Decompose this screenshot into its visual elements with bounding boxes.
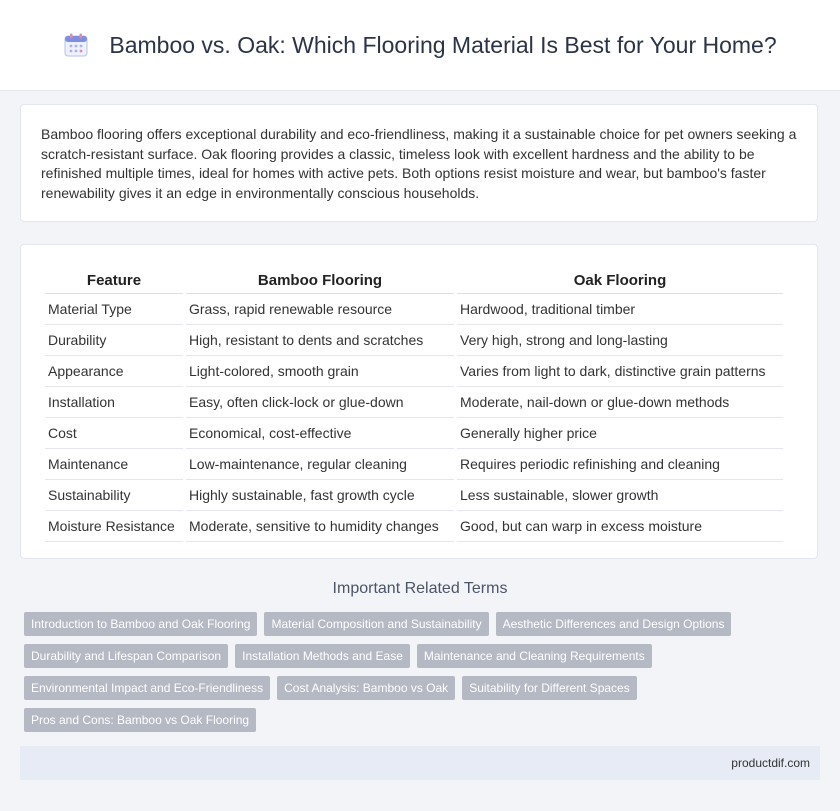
- table-cell: Material Type: [45, 294, 183, 325]
- table-row: [45, 387, 783, 418]
- table-row: [45, 294, 783, 325]
- table-cell: Economical, cost-effective: [186, 418, 454, 449]
- table-cell: High, resistant to dents and scratches: [186, 325, 454, 356]
- intro-card: [20, 104, 818, 222]
- table-cell: Light-colored, smooth grain: [186, 356, 454, 387]
- column-header-feature: Feature: [45, 265, 183, 294]
- table-cell: Installation: [45, 387, 183, 418]
- intro-text: Bamboo flooring offers exceptional durability and eco-friendliness, making it a sustainable choice for pet owners seeking a scratch-resistant surface. Oak flooring provides a classic, timeless look with excellent hardness and the ability to be refinished multiple times, ideal for homes with active pets. Both options resist moisture and wear, but bamboo's faster renewability gives it an edge in environmentally conscious households.: [41, 126, 797, 201]
- column-header-bamboo: Bamboo Flooring: [186, 265, 454, 294]
- related-terms-tags: [24, 612, 784, 732]
- table-cell: Maintenance: [45, 449, 183, 480]
- table-cell: Low-maintenance, regular cleaning: [186, 449, 454, 480]
- table-cell: Less sustainable, slower growth: [457, 480, 783, 511]
- table-row: [45, 325, 783, 356]
- related-term-tag[interactable]: Environmental Impact and Eco-Friendliness: [24, 676, 270, 700]
- page-title: Bamboo vs. Oak: Which Flooring Material Is Best for Your Home?: [109, 31, 777, 58]
- table-cell: Moderate, sensitive to humidity changes: [186, 511, 454, 542]
- page-footer: [20, 746, 820, 780]
- related-terms-title: Important Related Terms: [332, 580, 508, 597]
- related-term-tag[interactable]: Durability and Lifespan Comparison: [24, 644, 228, 668]
- page-header: [0, 0, 840, 91]
- table-row: [45, 418, 783, 449]
- table-cell: Moderate, nail-down or glue-down methods: [457, 387, 783, 418]
- table-row: [45, 356, 783, 387]
- table-cell: Easy, often click-lock or glue-down: [186, 387, 454, 418]
- comparison-table: [42, 265, 786, 542]
- footer-site-link[interactable]: productdif.com: [731, 756, 810, 770]
- calendar-icon: [63, 32, 89, 58]
- related-term-tag[interactable]: Aesthetic Differences and Design Options: [496, 612, 732, 636]
- table-row: [45, 480, 783, 511]
- related-term-tag[interactable]: Introduction to Bamboo and Oak Flooring: [24, 612, 257, 636]
- table-header-row: [45, 265, 783, 294]
- table-cell: Generally higher price: [457, 418, 783, 449]
- table-cell: Moisture Resistance: [45, 511, 183, 542]
- table-cell: Good, but can warp in excess moisture: [457, 511, 783, 542]
- table-cell: Durability: [45, 325, 183, 356]
- related-term-tag[interactable]: Suitability for Different Spaces: [462, 676, 637, 700]
- table-cell: Sustainability: [45, 480, 183, 511]
- table-row: [45, 511, 783, 542]
- related-term-tag[interactable]: Pros and Cons: Bamboo vs Oak Flooring: [24, 708, 256, 732]
- table-row: [45, 449, 783, 480]
- table-cell: Varies from light to dark, distinctive grain patterns: [457, 356, 783, 387]
- related-term-tag[interactable]: Material Composition and Sustainability: [264, 612, 488, 636]
- related-term-tag[interactable]: Installation Methods and Ease: [235, 644, 410, 668]
- table-cell: Cost: [45, 418, 183, 449]
- table-cell: Hardwood, traditional timber: [457, 294, 783, 325]
- column-header-oak: Oak Flooring: [457, 265, 783, 294]
- table-cell: Grass, rapid renewable resource: [186, 294, 454, 325]
- related-term-tag[interactable]: Maintenance and Cleaning Requirements: [417, 644, 652, 668]
- table-cell: Very high, strong and long-lasting: [457, 325, 783, 356]
- header-inner: [63, 32, 776, 59]
- related-term-tag[interactable]: Cost Analysis: Bamboo vs Oak: [277, 676, 455, 700]
- table-cell: Highly sustainable, fast growth cycle: [186, 480, 454, 511]
- table-cell: Appearance: [45, 356, 183, 387]
- comparison-table-card: [20, 244, 818, 559]
- table-cell: Requires periodic refinishing and cleaning: [457, 449, 783, 480]
